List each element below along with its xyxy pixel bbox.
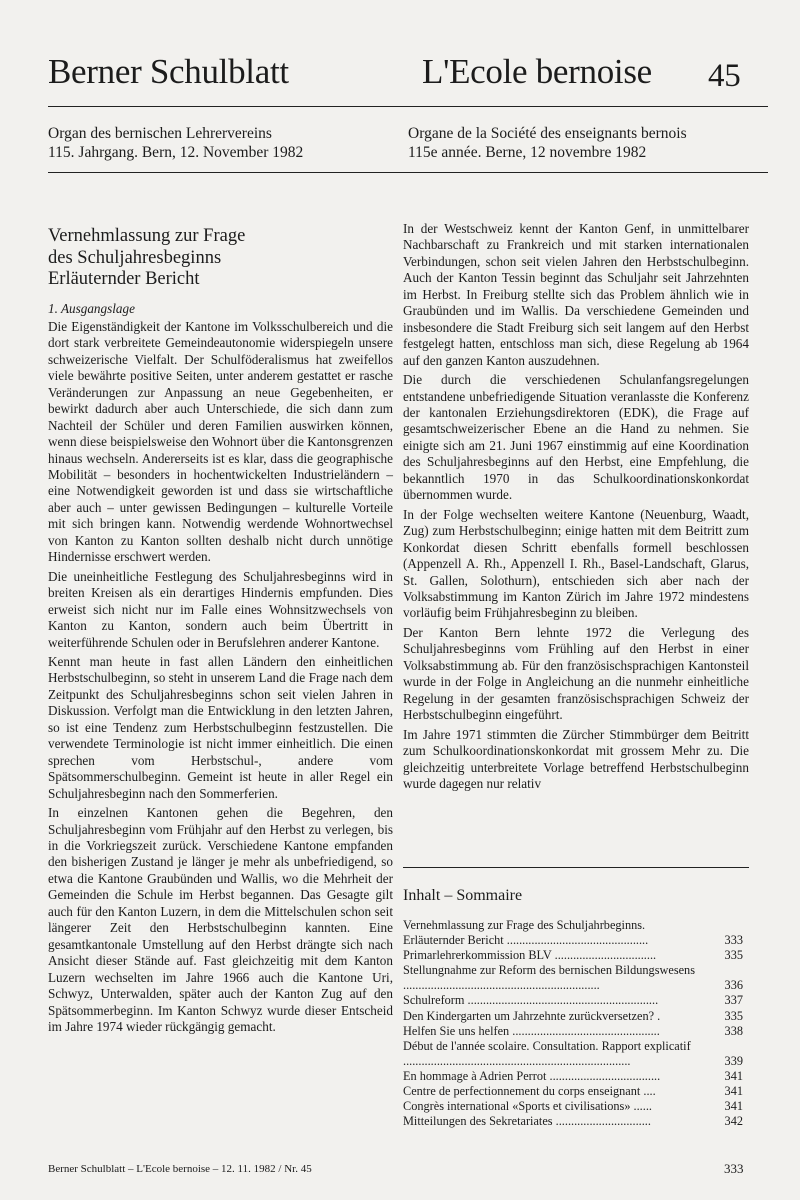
subtitle-rule	[48, 172, 768, 173]
toc-entry-text: Schulreform ..............................................................	[403, 993, 659, 1008]
toc-entry[interactable]	[403, 1009, 749, 1024]
article-title-line2: des Schuljahresbeginns	[48, 247, 222, 268]
article-right-column	[403, 221, 749, 792]
toc-entry-page: 339	[724, 1053, 743, 1068]
body-paragraph: In der Folge wechselten weitere Kantone (Neuenburg, Waadt, Zug) zum Herbstschulbeginn; einige hatten mit dem Beitritt zum Konkordat diesen Schritt ebenfalls formell beschlossen (Appenzell A. Rh., Appenzell I. Rh., Basel-Landschaft, Glarus, St. Gallen, Solothurn), entschieden sich aber nach der Volksabstimmung im Kanton Zürich im Jahre 1972 mindestens vorläufig beim Frühjahresbeginn zu bleiben.	[403, 506, 749, 621]
toc-entry-page: 341	[724, 1084, 743, 1099]
issue-number: 45	[708, 58, 741, 94]
toc-heading: Inhalt – Sommaire	[403, 887, 523, 904]
toc-list	[403, 918, 749, 1129]
toc-entry-page: 342	[724, 1114, 743, 1129]
toc-entry-page: 338	[724, 1023, 743, 1038]
toc-entry-text: Centre de perfectionnement du corps enseignant ....	[403, 1084, 656, 1099]
body-paragraph: Kennt man heute in fast allen Ländern den einheitlichen Herbstschulbeginn, so steht in unserem Land die Frage nach dem Zeitpunkt des Schuljahresbeginns schon seit vielen Jahren in Diskussion. Verfolgt man die Entwicklung in den letzten Jahren, so ist eine Tendenz zum Herbstschulbeginn festzustellen. Die verwendete Terminologie ist nicht immer einheitlich. Die einen sprechen vom Herbstschul-, andere vom Spätsommerschulbeginn. Gemeint ist heute in aller Regel ein Schuljahresbeginn nach den Sommerferien.	[48, 654, 393, 801]
subtitle-de-line2: 115. Jahrgang. Bern, 12. November 1982	[48, 144, 304, 161]
toc-entry-page: 337	[724, 993, 743, 1008]
subtitle-de-line1: Organ des bernischen Lehrervereins	[48, 125, 272, 142]
section-heading: 1. Ausgangslage	[48, 300, 135, 316]
toc-entry-page: 333	[724, 933, 743, 948]
body-paragraph: In einzelnen Kantonen gehen die Begehren, den Schuljahresbeginn vom Frühjahr auf den Herbst zu verlegen, bis in die Vorkriegszeit zurück. Verschiedene Kantone empfanden den bisherigen Zustand je länger je mehr als unbefriedigend, so etwa die Kantone Graubünden und Wallis, wo die Mehrheit der Gemeinden die Schule im Herbst begannen. Das Gesagte gilt auch für den Kanton Luzern, in dem die Mittelschulen schon seit längerer Zeit den Herbstschulbeginn kannten. Eine gesamtkantonale Umstellung auf den Herbst drängte sich nach Ansicht dieser Stände auf. Fast gleichzeitig mit dem Kanton Luzern wechselten im Jahre 1966 auch die Kantone Uri, Schwyz, Unterwalden, später auch der Kanton Zug auf den Spätsommerbeginn. Im Kanton Schwyz wurde dieser Entscheid im Jahre 1974 wieder rückgängig gemacht.	[48, 805, 393, 1034]
toc-entry[interactable]	[403, 1024, 749, 1039]
body-paragraph: Im Jahre 1971 stimmten die Zürcher Stimmbürger dem Beitritt zum Schulkoordinationskonkordat mit grossem Mehr zu. Die gleichzeitig unterbreitete Vorlage betreffend Herbstschulbeginn wurde dagegen nur relativ	[403, 726, 749, 791]
toc-entry-page: 341	[724, 1068, 743, 1083]
toc-entry[interactable]	[403, 993, 749, 1008]
toc-entry-page: 336	[724, 978, 743, 993]
toc-entry-text: Début de l'année scolaire. Consultation. Rapport explicatif ..........................................................................	[403, 1038, 691, 1068]
toc-entry[interactable]	[403, 918, 749, 948]
page-number: 333	[724, 1161, 744, 1176]
subtitle-fr-line2: 115e année. Berne, 12 novembre 1982	[408, 144, 647, 161]
toc-entry-page: 335	[724, 1008, 743, 1023]
toc-entry-page: 335	[724, 948, 743, 963]
toc-entry[interactable]	[403, 1099, 749, 1114]
toc-entry-page: 341	[724, 1099, 743, 1114]
toc-entry-text: Vernehmlassung zur Frage des Schuljahrbeginns. Erläuternder Bericht ..............................................	[403, 918, 649, 948]
toc-entry-text: Den Kindergarten um Jahrzehnte zurückversetzen? .	[403, 1008, 661, 1023]
article-left-column	[48, 226, 393, 1035]
toc-rule	[403, 867, 749, 868]
body-paragraph: Die durch die verschiedenen Schulanfangsregelungen entstandene unbefriedigende Situation veranlasste die Konferenz der kantonalen Erziehungsdirektoren (EDK), die Frage auf gesamtschweizerischer Ebene an die Hand zu nehmen. Sie einigte sich am 21. Juni 1967 einstimmig auf eine Koordination des Schuljahresbeginns auf den Herbst, eine Empfehlung, die bekanntlich 1970 in das Schulkoordinationskonkordat übernommen wurde.	[403, 372, 749, 503]
toc-entry-text: Congrès international «Sports et civilisations» ......	[403, 1099, 652, 1114]
toc-entry-text: Mitteilungen des Sekretariates ...............................	[403, 1114, 651, 1129]
masthead-title-fr: L'Ecole bernoise	[422, 52, 652, 91]
toc-entry-text: En hommage à Adrien Perrot ....................................	[403, 1068, 661, 1083]
toc-entry-text: Primarlehrerkommission BLV .................................	[403, 948, 657, 963]
toc-entry-text: Helfen Sie uns helfen ................................................	[403, 1023, 660, 1038]
toc-entry[interactable]	[403, 1084, 749, 1099]
body-paragraph: Die Eigenständigkeit der Kantone im Volksschulbereich und die dort stark verbreitete Gemeindeautonomie widerspiegeln unsere schweizerische Vielfalt. Der Schulföderalismus hat zweifellos viele bewährte positive Seiten, unter anderem gestattet er rasche Veränderungen zur Anpassung an neue Gegebenheiten, er bewirkt dadurch aber auch Unterschiede, die sich dann zum Nachteil der Schüler und deren Familien auswirken können, wenn diese beispielsweise den Wohnort über die Kantonsgrenzen hinaus wechseln. Andererseits ist es klar, dass die geographische Mobilität – besonders in hochentwickelten Industrieländern – eine Notwendigkeit geworden ist und dass sie wirtschaftliche aber auch – unter gewissen Bedingungen – kulturelle Vorteile mit sich bringen kann. Notwendig werdende Wohnortwechsel von Kanton zu Kanton sollten deshalb nicht durch unnötige Hindernisse erschwert werden.	[48, 318, 393, 565]
toc-entry[interactable]	[403, 948, 749, 963]
article-title	[48, 226, 393, 291]
article-title-line1: Vernehmlassung zur Frage	[48, 226, 246, 246]
article-title-line3: Erläuternder Bericht	[48, 269, 200, 289]
masthead-title-de: Berner Schulblatt	[48, 52, 289, 91]
toc-entry[interactable]	[403, 963, 749, 993]
toc-entry-text: Stellungnahme zur Reform des bernischen Bildungswesens ................................................................	[403, 963, 695, 993]
toc-entry[interactable]	[403, 1114, 749, 1129]
body-paragraph: Die uneinheitliche Festlegung des Schuljahresbeginns wird in breiten Kreisen als ein derartiges Hindernis empfunden. Dies erweist sich nicht nur im Falle eines Wohnsitzwechsels von Kanton zu Kanton, sondern auch beim Übertritt in weiterführende Schulen oder in Berufslehren anderer Kantone.	[48, 568, 393, 650]
subtitle-fr-line1: Organe de la Société des enseignants bernois	[408, 125, 687, 142]
toc-entry[interactable]	[403, 1069, 749, 1084]
body-paragraph: Der Kanton Bern lehnte 1972 die Verlegung des Schuljahresbeginns vom Frühling auf den Herbst in einer Volksabstimmung ab. Für den französischsprachigen Kantonsteil wurde in der Folge in Angleichung an die nunmehr einheitliche Regelung in der gesamten französischsprachigen Schweiz der Herbstschulbeginn eingeführt.	[403, 624, 749, 723]
masthead-rule	[48, 106, 768, 107]
body-paragraph: In der Westschweiz kennt der Kanton Genf, in unmittelbarer Nachbarschaft zu Frankreich und mit starken internationalen Verbindungen, schon seit vielen Jahren den Herbstschulbeginn. Auch der Kanton Tessin beginnt das Schuljahr seit Jahrzehnten im Herbst. In Freiburg stellte sich das Problem ähnlich wie in Graubünden und im Wallis. Da verschiedene Gemeinden und insbesondere die Stadt Freiburg sich seit langem auf den Herbst festgelegt hatten, entschloss man sich, diese Regelung ab 1964 auf den ganzen Kanton auszudehnen.	[403, 221, 749, 368]
toc-entry[interactable]	[403, 1039, 749, 1069]
running-footer: Berner Schulblatt – L'Ecole bernoise – 12. 11. 1982 / Nr. 45	[48, 1163, 312, 1175]
